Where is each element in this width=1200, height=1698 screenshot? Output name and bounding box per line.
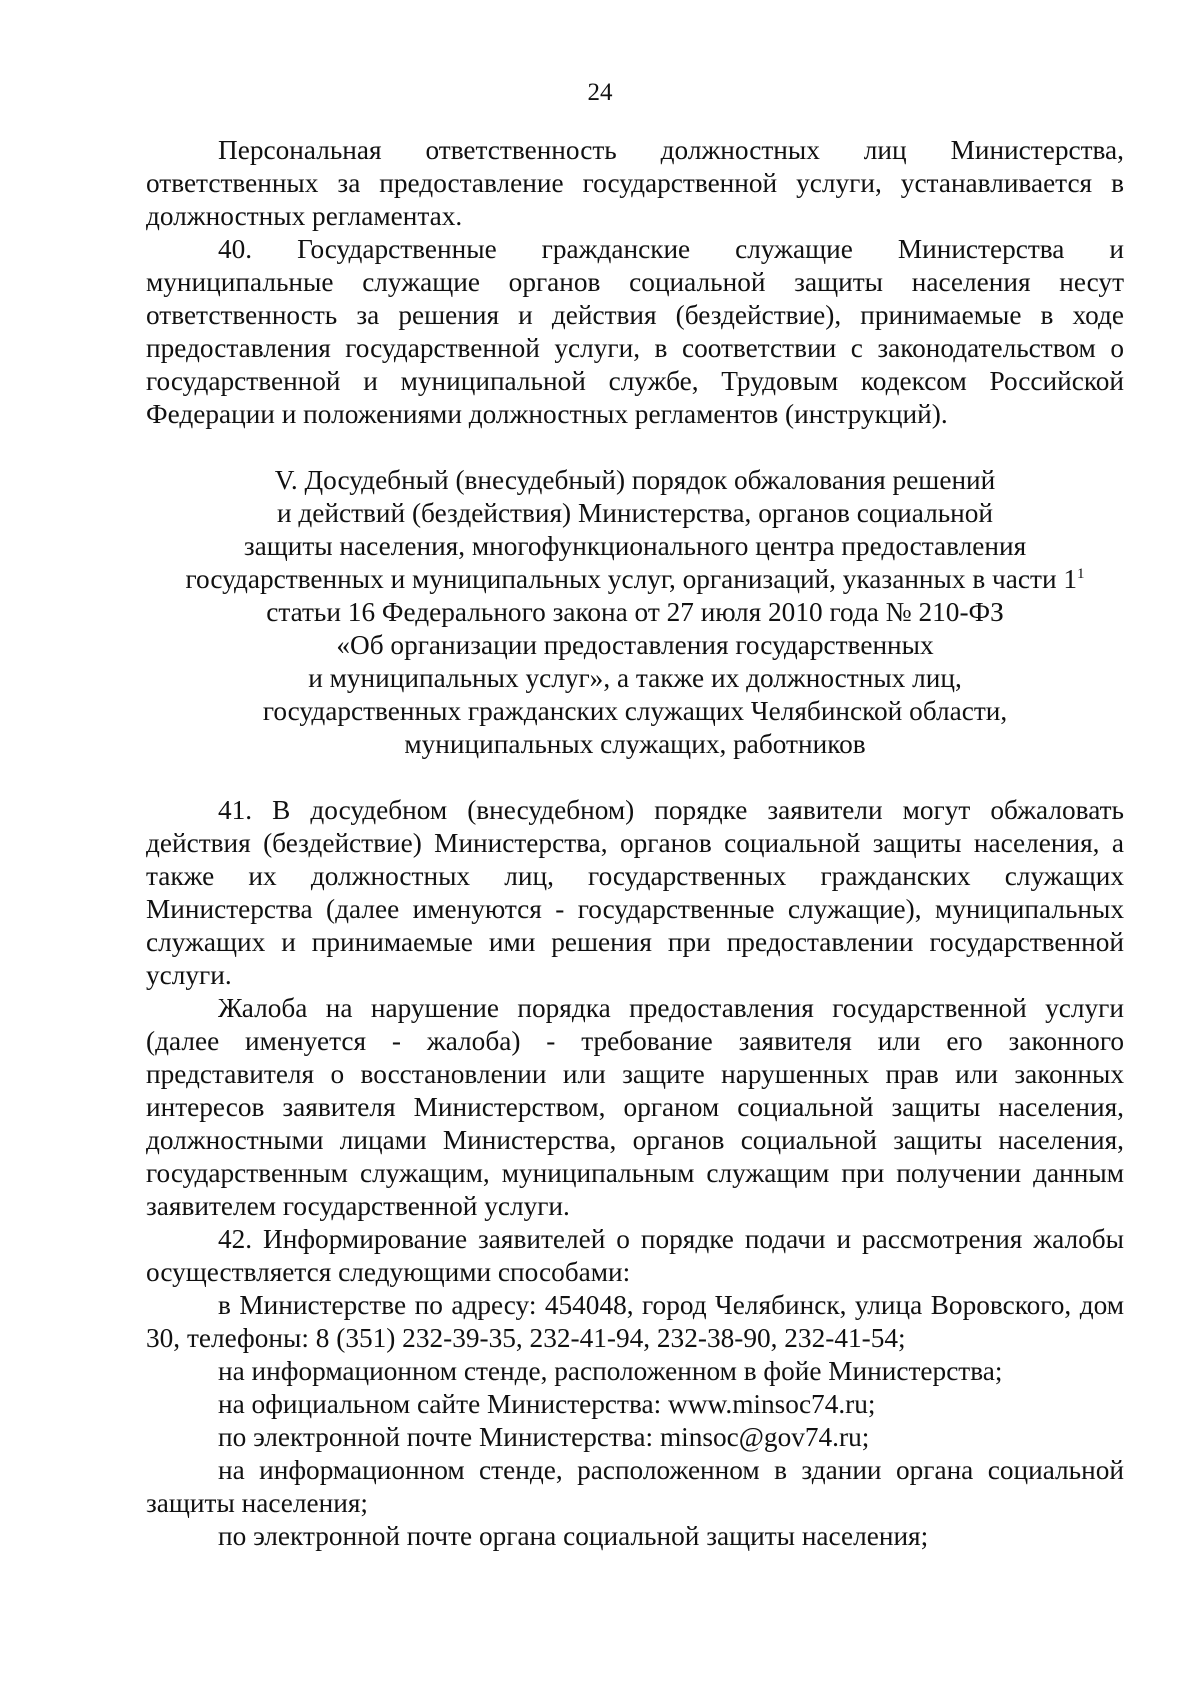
section-heading-line: защиты населения, многофункционального центра предоставления <box>243 531 1027 561</box>
section-heading-line: государственных гражданских служащих Челябинской области, <box>262 696 1008 726</box>
paragraph-41: 41. В досудебном (внесудебном) порядке заявители могут обжаловать действия (бездействие) Министерства, органов социальной защиты населения, а также их должностных лиц, государственных гражданских служащих Министерства (далее именуются - государственные служащие), муниципальных служащих и принимаемые ими решения при предоставлении государственной услуги. <box>146 795 1124 990</box>
paragraph-42: 42. Информирование заявителей о порядке подачи и рассмотрения жалобы осуществляется следующими способами: <box>146 1224 1124 1287</box>
paragraph-complaint-definition: Жалоба на нарушение порядка предоставления государственной услуги (далее именуется - жалоба) - требование заявителя или его законного представителя о восстановлении или защите нарушенных прав или законных интересов заявителя Министерством, органом социальной защиты населения, должностными лицами Министерства, органов социальной защиты населения, государственным служащим, муниципальным служащим при получении данным заявителем государственной услуги. <box>146 993 1124 1221</box>
paragraph-personal-responsibility: Персональная ответственность должностных лиц Министерства, ответственных за предоставление государственной услуги, устанавливается в должностных регламентах. <box>146 135 1124 231</box>
list-item-ministry-address: в Министерстве по адресу: 454048, город Челябинск, улица Воровского, дом 30, телефоны: 8 (351) 232-39-35, 232-41-94, 232-38-90, 232-41-54; <box>146 1290 1124 1353</box>
section-heading <box>146 464 1124 761</box>
heading-superscript: 1 <box>1077 565 1085 582</box>
section-heading-line: и муниципальных услуг», а также их должностных лиц, <box>308 663 962 693</box>
list-item-ministry-website: на официальном сайте Министерства: www.minsoc74.ru; <box>218 1389 876 1419</box>
list-item-agency-email: по электронной почте органа социальной защиты населения; <box>218 1521 929 1551</box>
section-heading-line: и действий (бездействия) Министерства, органов социальной <box>276 498 994 528</box>
section-heading-line: муниципальных служащих, работников <box>404 729 866 759</box>
section-heading-line: «Об организации предоставления государственных <box>336 630 934 660</box>
section-heading-line-text: государственных и муниципальных услуг, организаций, указанных в части 1 <box>185 564 1078 594</box>
section-heading-line: V. Досудебный (внесудебный) порядок обжалования решений <box>274 465 996 495</box>
page-number: 24 <box>587 79 613 106</box>
section-heading-line: статьи 16 Федерального закона от 27 июля 2010 года № 210-ФЗ <box>266 597 1004 627</box>
list-item-ministry-email: по электронной почте Министерства: minsoc@gov74.ru; <box>218 1422 870 1452</box>
list-item-ministry-info-stand: на информационном стенде, расположенном в фойе Министерства; <box>218 1356 1003 1386</box>
list-item-agency-info-stand: на информационном стенде, расположенном в здании органа социальной защиты населения; <box>146 1455 1124 1518</box>
paragraph-40: 40. Государственные гражданские служащие Министерства и муниципальные служащие органов социальной защиты населения несут ответственность за решения и действия (бездействие), принимаемые в ходе предоставления государственной услуги, в соответствии с законодательством о государственной и муниципальной службе, Трудовым кодексом Российской Федерации и положениями должностных регламентов (инструкций). <box>146 234 1124 429</box>
section-heading-line-with-superscript <box>146 563 1124 596</box>
document-body <box>146 134 1124 1553</box>
